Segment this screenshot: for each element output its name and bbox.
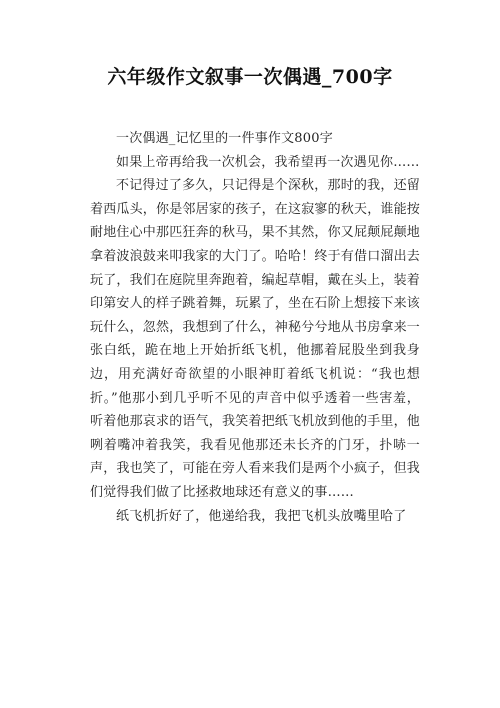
paragraph-subtitle: 一次偶遇_记忆里的一件事作文800字 [116, 131, 333, 146]
paragraph-continued: 纸飞机折好了，他递给我，我把飞机头放嘴里哈了 [116, 508, 407, 524]
document-body [90, 127, 420, 528]
document-title: 六年级作文叙事一次偶遇_700字 [107, 66, 393, 88]
paragraph-main: 不记得过了多久，只记得是个深秋，那时的我，还留着西瓜头，你是邻居家的孩子，在这寂寥的秋天，谁能按耐地住心中那匹狂奔的秋马，果不其然，你又屁颠屁颠地拿着波浪鼓来叩我家的大门了。哈哈！终于有借口溜出去玩了，我们在庭院里奔跑着，编起草帽，戴在头上，装着印第安人的样子跳着舞，玩累了，坐在石阶上想接下来该玩什么，忽然，我想到了什么，神秘兮兮地从书房拿来一张白纸，跪在地上开始折纸飞机，他挪着屁股坐到我身边，用充满好奇欲望的小眼神盯着纸飞机说：“我也想折。”他那小到几乎听不见的声音中似乎透着一些害羞，听着他那哀求的语气，我笑着把纸飞机放到他的手里，他咧着嘴冲着我笑，我看见他那还未长齐的门牙，扑哧一声，我也笑了，可能在旁人看来我们是两个小疯子，但我们觉得我们做了比拯救地球还有意义的事…… [90, 178, 421, 500]
paragraph-intro: 如果上帝再给我一次机会，我希望再一次遇见你…… [116, 154, 420, 170]
